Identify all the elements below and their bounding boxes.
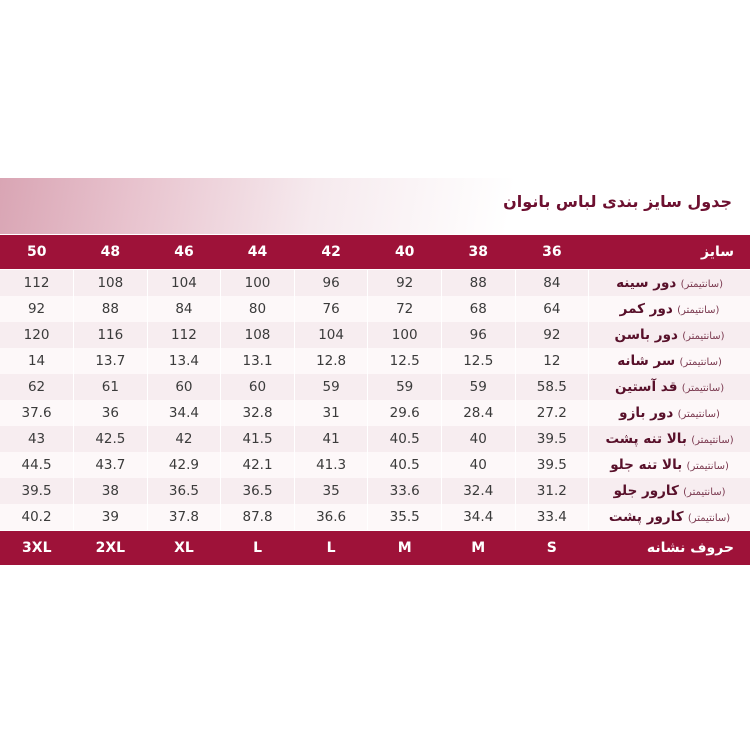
cell-value: 31: [294, 400, 368, 426]
cell-value: 43.7: [74, 452, 148, 478]
cell-value: 87.8: [221, 504, 295, 531]
table-row: [0, 452, 750, 478]
cell-value: 34.4: [147, 400, 221, 426]
size-chart: [0, 178, 750, 566]
size-table-body: [0, 235, 750, 566]
cell-value: 84: [515, 270, 589, 297]
cell-value: 42.5: [74, 426, 148, 452]
cell-value: 100: [221, 270, 295, 297]
footer-letter-size: L: [294, 531, 368, 566]
table-row: [0, 426, 750, 452]
cell-value: 40.2: [0, 504, 74, 531]
cell-value: 104: [294, 322, 368, 348]
row-label-unit: (سانتیمتر): [677, 409, 720, 420]
cell-value: 33.4: [515, 504, 589, 531]
row-label: [589, 478, 750, 504]
row-label: [589, 322, 750, 348]
row-label-text: بالا تنه جلو: [610, 457, 683, 473]
cell-value: 72: [368, 296, 442, 322]
footer-letter-size: M: [368, 531, 442, 566]
table-row: [0, 504, 750, 531]
cell-value: 36.6: [294, 504, 368, 531]
cell-value: 27.2: [515, 400, 589, 426]
cell-value: 41.5: [221, 426, 295, 452]
cell-value: 59: [368, 374, 442, 400]
footer-letter-size: XL: [147, 531, 221, 566]
row-label: [589, 348, 750, 374]
cell-value: 58.5: [515, 374, 589, 400]
cell-value: 120: [0, 322, 74, 348]
row-label-text: کارور جلو: [613, 483, 679, 499]
row-label-text: کارور پشت: [608, 509, 684, 525]
cell-value: 41: [294, 426, 368, 452]
cell-value: 40: [441, 426, 515, 452]
cell-value: 104: [147, 270, 221, 297]
table-row: [0, 296, 750, 322]
header-size-36: 36: [515, 235, 589, 270]
row-label-text: قد آستین: [615, 379, 678, 395]
cell-value: 37.6: [0, 400, 74, 426]
cell-value: 59: [441, 374, 515, 400]
header-size-38: 38: [441, 235, 515, 270]
cell-value: 42: [147, 426, 221, 452]
row-label-text: سر شانه: [617, 353, 676, 369]
cell-value: 36.5: [221, 478, 295, 504]
row-label-unit: (سانتیمتر): [691, 435, 734, 446]
row-label-text: دور بازو: [619, 405, 674, 421]
cell-value: 40: [441, 452, 515, 478]
footer-letter-size: S: [515, 531, 589, 566]
row-label-text: بالا تنه پشت: [605, 431, 687, 447]
row-label-unit: (سانتیمتر): [679, 357, 722, 368]
cell-value: 92: [515, 322, 589, 348]
header-size-42: 42: [294, 235, 368, 270]
cell-value: 62: [0, 374, 74, 400]
footer-row-label: حروف نشانه: [589, 531, 750, 566]
cell-value: 36: [74, 400, 148, 426]
cell-value: 96: [441, 322, 515, 348]
cell-value: 60: [147, 374, 221, 400]
row-label-unit: (سانتیمتر): [682, 331, 725, 342]
cell-value: 40.5: [368, 426, 442, 452]
cell-value: 12.5: [368, 348, 442, 374]
cell-value: 41.3: [294, 452, 368, 478]
cell-value: 12.5: [441, 348, 515, 374]
row-label: [589, 400, 750, 426]
footer-letter-size: M: [441, 531, 515, 566]
footer-letter-size: L: [221, 531, 295, 566]
cell-value: 12.8: [294, 348, 368, 374]
footer-letter-size: 3XL: [0, 531, 74, 566]
cell-value: 13.4: [147, 348, 221, 374]
cell-value: 80: [221, 296, 295, 322]
footer-letter-size: 2XL: [74, 531, 148, 566]
chart-title-band: [0, 178, 750, 234]
cell-value: 32.4: [441, 478, 515, 504]
cell-value: 40.5: [368, 452, 442, 478]
cell-value: 88: [74, 296, 148, 322]
cell-value: 44.5: [0, 452, 74, 478]
row-label-text: دور سینه: [616, 275, 677, 291]
cell-value: 42.1: [221, 452, 295, 478]
cell-value: 112: [0, 270, 74, 297]
row-label: [589, 504, 750, 531]
cell-value: 100: [368, 322, 442, 348]
cell-value: 92: [368, 270, 442, 297]
cell-value: 39.5: [515, 426, 589, 452]
cell-value: 39.5: [515, 452, 589, 478]
row-label-unit: (سانتیمتر): [681, 383, 725, 394]
cell-value: 35.5: [368, 504, 442, 531]
row-label-unit: (سانتیمتر): [687, 513, 731, 524]
cell-value: 96: [294, 270, 368, 297]
row-label: [589, 374, 750, 400]
table-row: [0, 374, 750, 400]
table-header-row: [0, 235, 750, 270]
header-row-label: سایز: [589, 235, 750, 270]
cell-value: 28.4: [441, 400, 515, 426]
cell-value: 61: [74, 374, 148, 400]
row-label: [589, 452, 750, 478]
cell-value: 88: [441, 270, 515, 297]
table-footer-row: [0, 531, 750, 566]
cell-value: 64: [515, 296, 589, 322]
cell-value: 39.5: [0, 478, 74, 504]
cell-value: 36.5: [147, 478, 221, 504]
row-label-unit: (سانتیمتر): [677, 305, 720, 316]
header-size-40: 40: [368, 235, 442, 270]
row-label: [589, 270, 750, 297]
table-row: [0, 348, 750, 374]
cell-value: 108: [221, 322, 295, 348]
row-label-unit: (سانتیمتر): [686, 461, 729, 472]
row-label-text: دور کمر: [619, 301, 673, 317]
cell-value: 108: [74, 270, 148, 297]
page-title: جدول سایز بندی لباس بانوان: [503, 192, 732, 211]
header-size-44: 44: [221, 235, 295, 270]
table-row: [0, 400, 750, 426]
header-size-46: 46: [147, 235, 221, 270]
size-table: [0, 234, 750, 566]
cell-value: 92: [0, 296, 74, 322]
row-label-unit: (سانتیمتر): [680, 279, 724, 290]
header-size-50: 50: [0, 235, 74, 270]
cell-value: 84: [147, 296, 221, 322]
cell-value: 13.1: [221, 348, 295, 374]
cell-value: 37.8: [147, 504, 221, 531]
cell-value: 32.8: [221, 400, 295, 426]
cell-value: 12: [515, 348, 589, 374]
table-row: [0, 478, 750, 504]
cell-value: 33.6: [368, 478, 442, 504]
cell-value: 31.2: [515, 478, 589, 504]
cell-value: 14: [0, 348, 74, 374]
header-size-48: 48: [74, 235, 148, 270]
cell-value: 39: [74, 504, 148, 531]
cell-value: 60: [221, 374, 295, 400]
cell-value: 38: [74, 478, 148, 504]
cell-value: 29.6: [368, 400, 442, 426]
cell-value: 42.9: [147, 452, 221, 478]
cell-value: 35: [294, 478, 368, 504]
cell-value: 112: [147, 322, 221, 348]
cell-value: 76: [294, 296, 368, 322]
row-label: [589, 426, 750, 452]
cell-value: 13.7: [74, 348, 148, 374]
cell-value: 59: [294, 374, 368, 400]
table-row: [0, 322, 750, 348]
row-label-text: دور باسن: [614, 327, 678, 343]
cell-value: 34.4: [441, 504, 515, 531]
row-label: [589, 296, 750, 322]
table-row: [0, 270, 750, 297]
cell-value: 68: [441, 296, 515, 322]
cell-value: 43: [0, 426, 74, 452]
row-label-unit: (سانتیمتر): [683, 487, 726, 498]
cell-value: 116: [74, 322, 148, 348]
